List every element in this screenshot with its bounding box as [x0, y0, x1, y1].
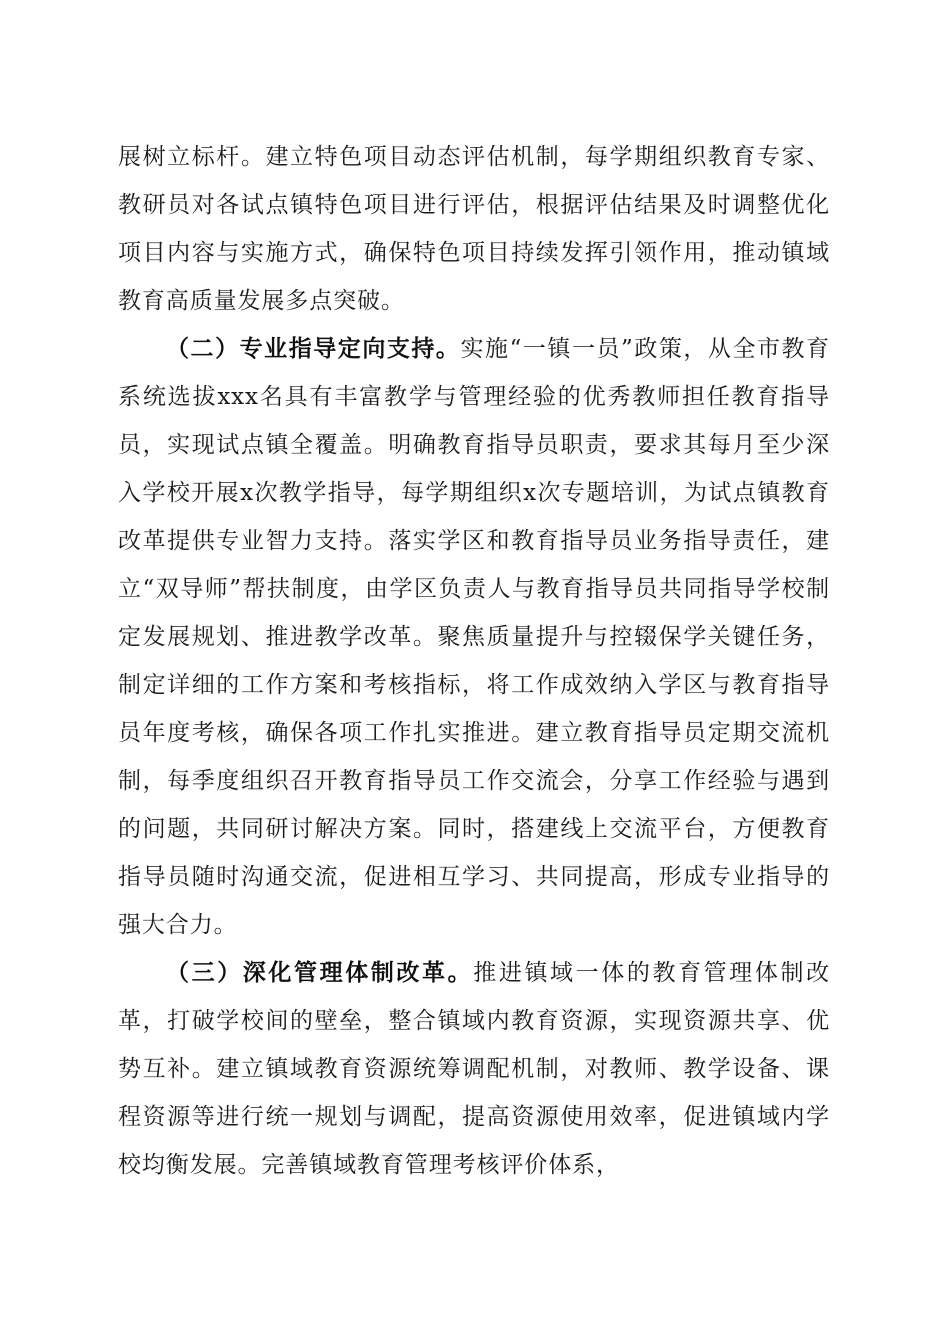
paragraph-section-3 [118, 949, 830, 1189]
paragraph-text: 展树立标杆。建立特色项目动态评估机制，每学期组织教育专家、教研员对各试点镇特色项目进行评估，根据评估结果及时调整优化项目内容与实施方式，确保特色项目持续发挥引领作用，推动镇域教育高质量发展多点突破。 [118, 144, 830, 314]
paragraph-text: 实施“一镇一员”政策，从全市教育系统选拔xxx名具有丰富教学与管理经验的优秀教师担任教育指导员，实现试点镇全覆盖。明确教育指导员职责，要求其每月至少深入学校开展x次教学指导，每学期组织x次专题培训，为试点镇教育改革提供专业智力支持。落实学区和教育指导员业务指导责任，建立“双导师”帮扶制度，由学区负责人与教育指导员共同指导学校制定发展规划、推进教学改革。聚焦质量提升与控辍保学关键任务，制定详细的工作方案和考核指标，将工作成效纳入学区与教育指导员年度考核，确保各项工作扎实推进。建立教育指导员定期交流机制，每季度组织召开教育指导员工作交流会，分享工作经验与遇到的问题，共同研讨解决方案。同时，搭建线上交流平台，方便教育指导员随时沟通交流，促进相互学习、共同提高，形成专业指导的强大合力。 [118, 336, 830, 938]
section-heading: （三）深化管理体制改革。 [166, 959, 474, 986]
paragraph-section-2 [118, 325, 830, 949]
section-heading: （二）专业指导定向支持。 [166, 335, 461, 362]
paragraph-continuation [118, 133, 830, 325]
paragraph-text: 推进镇域一体的教育管理体制改革，打破学校间的壁垒，整合镇域内教育资源，实现资源共享、优势互补。建立镇域教育资源统筹调配机制，对教师、教学设备、课程资源等进行统一规划与调配，提高资源使用效率，促进镇域内学校均衡发展。完善镇域教育管理考核评价体系， [118, 960, 830, 1178]
document-body [118, 133, 830, 1189]
